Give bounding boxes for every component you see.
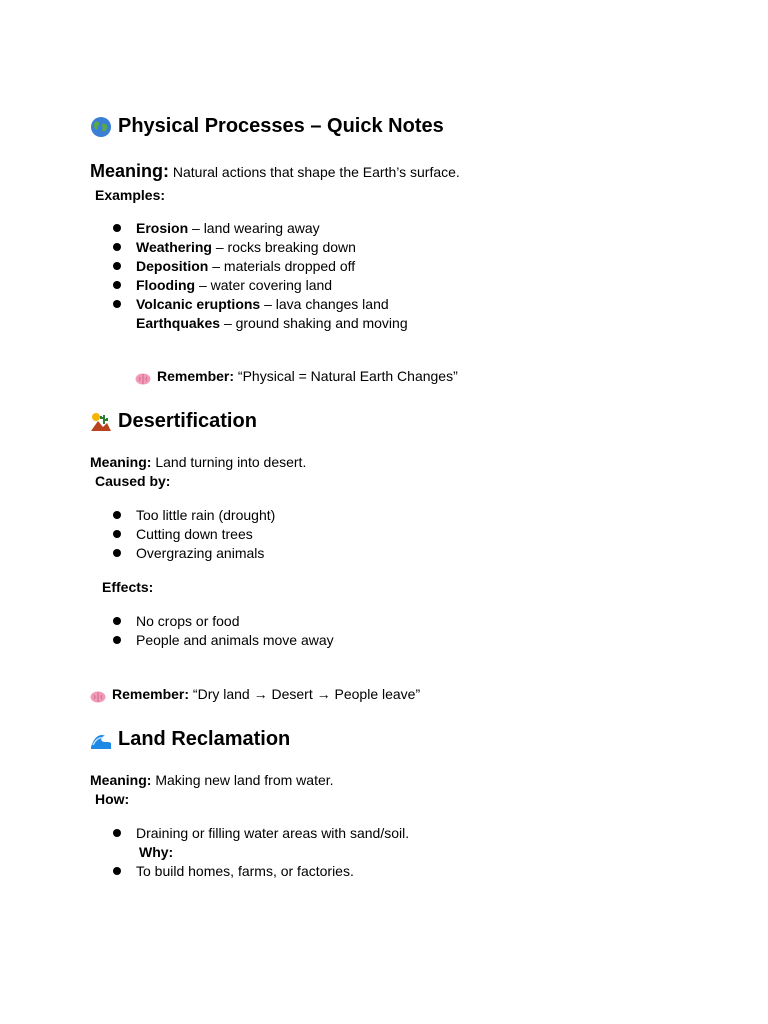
section-title: Physical Processes – Quick Notes [118, 115, 444, 137]
description: – land wearing away [192, 220, 320, 236]
description: – ground shaking and moving [223, 315, 408, 331]
meaning-text: Making new land from water. [155, 772, 334, 788]
bullet-icon [113, 511, 121, 519]
term: Earthquakes [136, 315, 221, 331]
list-item [113, 612, 513, 631]
meaning-line [90, 161, 460, 182]
term: Weathering [136, 239, 212, 255]
brain-icon [135, 371, 151, 383]
section-title: Land Reclamation [118, 728, 291, 750]
list-item [113, 276, 513, 295]
list-item [113, 525, 513, 544]
examples-label: Examples: [95, 187, 166, 203]
brain-icon [90, 689, 106, 701]
cause-text: Cutting down trees [136, 526, 253, 542]
list-item [113, 257, 513, 276]
why-text: To build homes, farms, or factories. [136, 863, 354, 879]
bullet-icon [113, 636, 121, 644]
desert-icon [90, 411, 112, 433]
bullet-icon [113, 224, 121, 232]
meaning-label: Meaning: [90, 454, 152, 470]
description: – water covering land [198, 277, 333, 293]
remember-text: “Dry land → Desert → People leave” [192, 686, 421, 702]
term: Volcanic eruptions [136, 296, 261, 312]
wave-icon [90, 729, 112, 751]
description: – rocks breaking down [215, 239, 356, 255]
list-item [113, 219, 513, 238]
list-item [113, 631, 513, 650]
term: Flooding [136, 277, 196, 293]
remember-note [135, 367, 458, 385]
section-heading-physical-processes [90, 115, 444, 138]
section-title: Desertification [118, 410, 257, 432]
why-label: Why: [139, 844, 174, 860]
section-heading-desertification [90, 410, 257, 433]
bullet-icon [113, 300, 121, 308]
term: Erosion [136, 220, 189, 236]
meaning-line [90, 453, 306, 471]
term: Deposition [136, 258, 209, 274]
meaning-text: Land turning into desert. [155, 454, 307, 470]
meaning-label: Meaning: [90, 772, 152, 788]
bullet-icon [113, 243, 121, 251]
effect-text: No crops or food [136, 613, 240, 629]
remember-note [90, 685, 420, 703]
list-item [113, 506, 513, 525]
meaning-line [90, 771, 334, 789]
how-text: Draining or filling water areas with sand/soil. [136, 825, 410, 841]
list-item [113, 824, 513, 843]
bullet-icon [113, 281, 121, 289]
meaning-label: Meaning: [90, 161, 169, 181]
list-item [113, 544, 513, 563]
list-item-continuation [113, 314, 513, 333]
how-label: How: [95, 791, 130, 807]
bullet-icon [113, 617, 121, 625]
section-heading-land-reclamation [90, 728, 290, 751]
bullet-icon [113, 262, 121, 270]
bullet-icon [113, 530, 121, 538]
cause-text: Overgrazing animals [136, 545, 265, 561]
description: – lava changes land [264, 296, 389, 312]
list-item [113, 862, 513, 881]
bullet-icon [113, 829, 121, 837]
list-item [113, 238, 513, 257]
remember-label: Remember: [157, 368, 235, 384]
description: – materials dropped off [212, 258, 356, 274]
meaning-text: Natural actions that shape the Earth’s surface. [172, 164, 460, 180]
remember-text: “Physical = Natural Earth Changes” [237, 368, 458, 384]
caused-by-label: Caused by: [95, 473, 171, 489]
globe-icon [90, 116, 112, 138]
bullet-icon [113, 867, 121, 875]
bullet-icon [113, 549, 121, 557]
remember-label: Remember: [112, 686, 190, 702]
cause-text: Too little rain (drought) [136, 507, 276, 523]
list-item [113, 295, 513, 314]
effect-text: People and animals move away [136, 632, 334, 648]
effects-label: Effects: [102, 579, 154, 595]
